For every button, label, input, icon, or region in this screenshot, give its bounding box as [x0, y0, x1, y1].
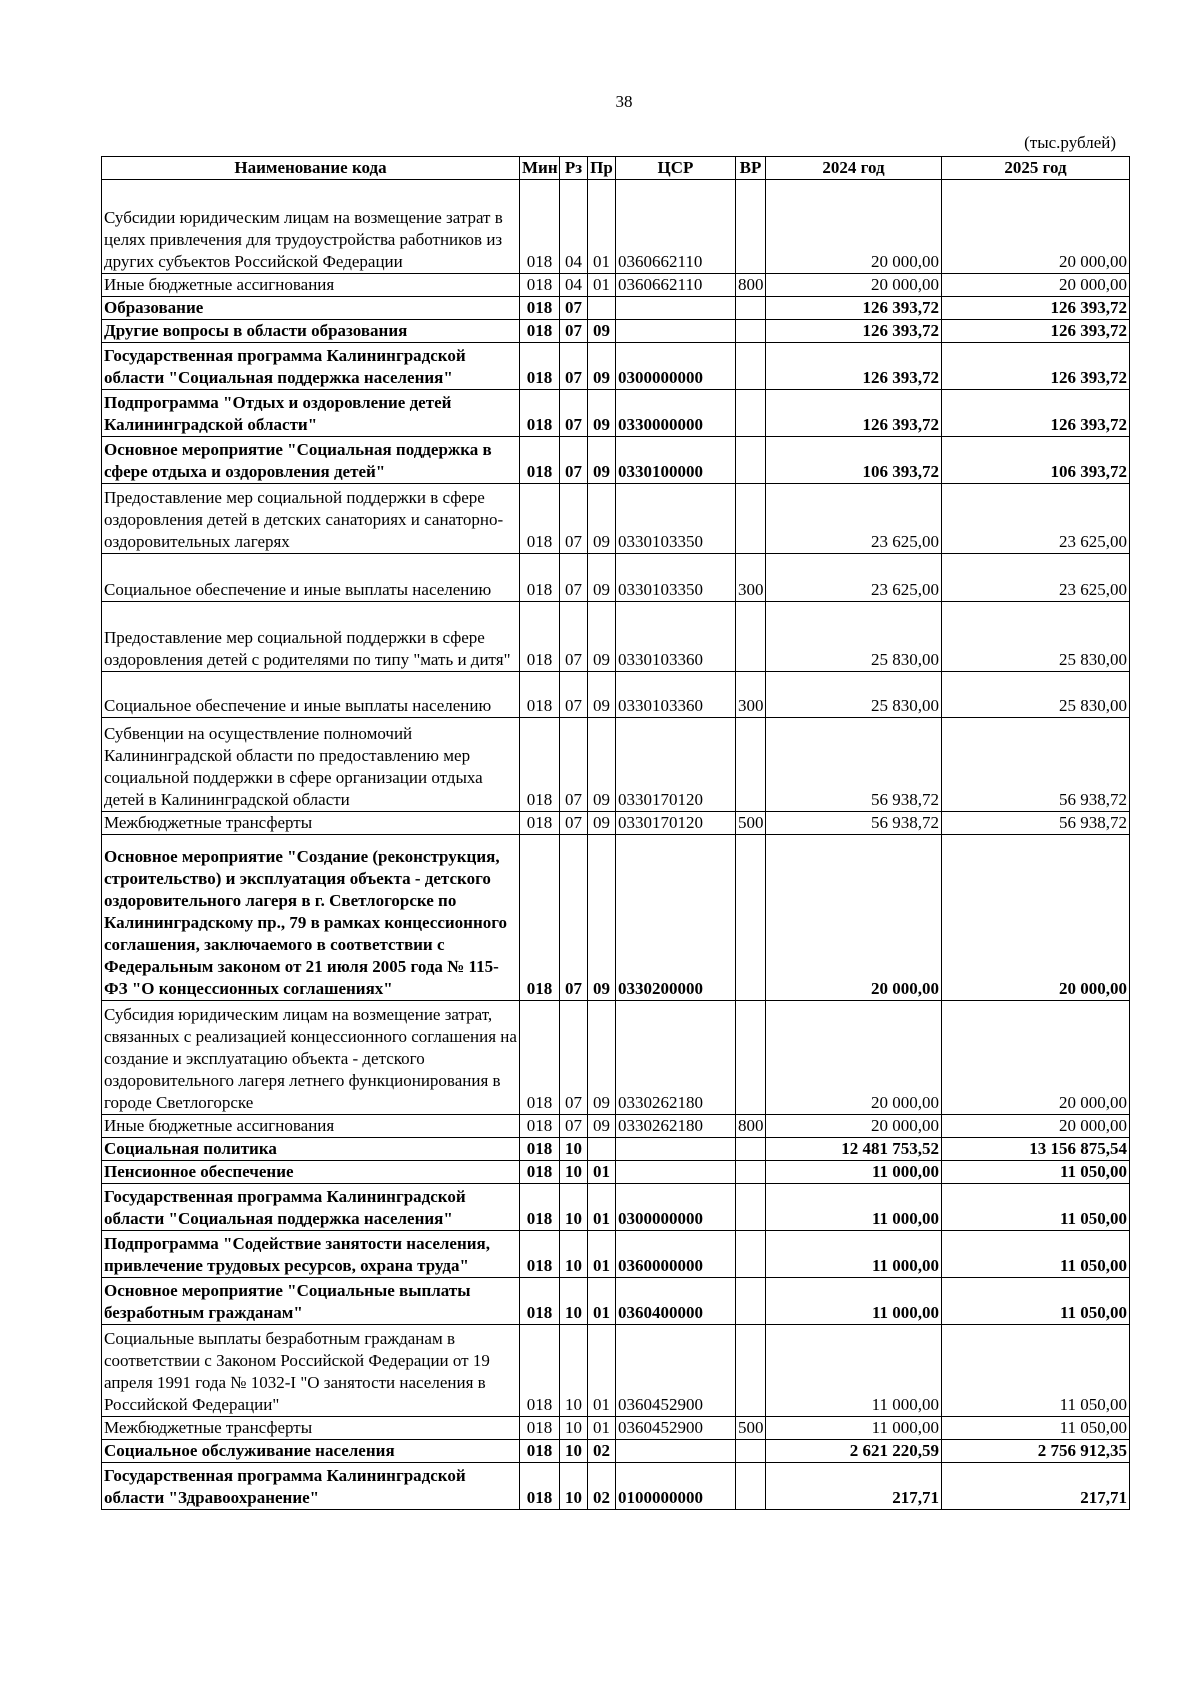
cell-min: 018 [520, 297, 560, 320]
cell-min: 018 [520, 1184, 560, 1231]
col-header-2024: 2024 год [766, 157, 942, 180]
cell-rz: 10 [560, 1417, 588, 1440]
cell-vr: 500 [736, 812, 766, 835]
cell-csr: 0360662110 [616, 180, 736, 274]
cell-min: 018 [520, 554, 560, 602]
cell-vr [736, 1325, 766, 1417]
cell-csr: 0330103360 [616, 672, 736, 718]
cell-2024: 126 393,72 [766, 343, 942, 390]
table-row [102, 602, 1130, 672]
cell-2025: 126 393,72 [942, 320, 1130, 343]
cell-name: Предоставление мер социальной поддержки в сфере оздоровления детей в детских санаториях и санаторно-оздоровительных лагерях [102, 484, 520, 554]
cell-pr: 09 [588, 484, 616, 554]
cell-vr: 800 [736, 1115, 766, 1138]
cell-name: Субвенции на осуществление полномочий Калининградской области по предоставлению мер социальной поддержки в сфере организации отдыха детей в Калининградской области [102, 718, 520, 812]
page-number: 38 [615, 92, 633, 111]
cell-vr [736, 1161, 766, 1184]
cell-rz: 07 [560, 1001, 588, 1115]
cell-rz: 07 [560, 554, 588, 602]
cell-2024: 106 393,72 [766, 437, 942, 484]
cell-vr [736, 390, 766, 437]
cell-csr [616, 297, 736, 320]
cell-2025: 25 830,00 [942, 672, 1130, 718]
cell-rz: 07 [560, 297, 588, 320]
cell-vr: 300 [736, 554, 766, 602]
cell-name: Государственная программа Калининградской области "Социальная поддержка населения" [102, 343, 520, 390]
cell-2025: 11 050,00 [942, 1231, 1130, 1278]
cell-2024: 11 000,00 [766, 1417, 942, 1440]
table-row [102, 1138, 1130, 1161]
cell-pr: 02 [588, 1440, 616, 1463]
cell-vr [736, 1463, 766, 1510]
cell-rz: 07 [560, 718, 588, 812]
cell-2025: 56 938,72 [942, 812, 1130, 835]
table-row [102, 1161, 1130, 1184]
cell-pr: 01 [588, 1231, 616, 1278]
cell-2024: 11 000,00 [766, 1184, 942, 1231]
cell-2024: 11 000,00 [766, 1231, 942, 1278]
cell-vr [736, 1184, 766, 1231]
cell-name: Основное мероприятие "Социальные выплаты безработным гражданам" [102, 1278, 520, 1325]
cell-rz: 07 [560, 835, 588, 1001]
cell-min: 018 [520, 1325, 560, 1417]
col-header-min: Мин [520, 157, 560, 180]
col-header-csr: ЦСР [616, 157, 736, 180]
cell-csr: 0330000000 [616, 390, 736, 437]
cell-2024: 20 000,00 [766, 274, 942, 297]
cell-name: Иные бюджетные ассигнования [102, 1115, 520, 1138]
cell-2024: 20 000,00 [766, 1115, 942, 1138]
cell-2024: 217,71 [766, 1463, 942, 1510]
cell-vr: 800 [736, 274, 766, 297]
cell-pr: 01 [588, 1278, 616, 1325]
cell-2025: 11 050,00 [942, 1161, 1130, 1184]
cell-name: Другие вопросы в области образования [102, 320, 520, 343]
cell-2025: 23 625,00 [942, 554, 1130, 602]
cell-min: 018 [520, 718, 560, 812]
cell-vr [736, 437, 766, 484]
cell-csr: 0360452900 [616, 1325, 736, 1417]
table-row [102, 1440, 1130, 1463]
cell-pr: 09 [588, 390, 616, 437]
cell-min: 018 [520, 343, 560, 390]
cell-min: 018 [520, 437, 560, 484]
cell-vr [736, 320, 766, 343]
table-row [102, 484, 1130, 554]
table-row [102, 320, 1130, 343]
cell-name: Субсидия юридическим лицам на возмещение затрат, связанных с реализацией концессионного соглашения на создание и эксплуатацию объекта - детского оздоровительного лагеря летнего функционирования в городе Светлогорске [102, 1001, 520, 1115]
cell-csr: 0330103360 [616, 602, 736, 672]
cell-vr [736, 835, 766, 1001]
cell-csr: 0360452900 [616, 1417, 736, 1440]
cell-rz: 10 [560, 1278, 588, 1325]
cell-min: 018 [520, 812, 560, 835]
cell-min: 018 [520, 180, 560, 274]
cell-2025: 11 050,00 [942, 1184, 1130, 1231]
cell-rz: 04 [560, 274, 588, 297]
cell-min: 018 [520, 1001, 560, 1115]
cell-vr [736, 1231, 766, 1278]
cell-min: 018 [520, 672, 560, 718]
cell-csr [616, 1440, 736, 1463]
cell-2025: 23 625,00 [942, 484, 1130, 554]
cell-name: Социальное обслуживание населения [102, 1440, 520, 1463]
cell-csr: 0330170120 [616, 812, 736, 835]
table-row [102, 1463, 1130, 1510]
cell-2025: 217,71 [942, 1463, 1130, 1510]
cell-csr: 0360662110 [616, 274, 736, 297]
cell-name: Социальные выплаты безработным гражданам в соответствии с Законом Российской Федерации от 19 апреля 1991 года № 1032-I "О занятости населения в Российской Федерации" [102, 1325, 520, 1417]
cell-2025: 20 000,00 [942, 180, 1130, 274]
cell-pr: 09 [588, 437, 616, 484]
units-label: (тыс.рублей) [1024, 133, 1116, 152]
cell-name: Субсидии юридическим лицам на возмещение затрат в целях привлечения для трудоустройства работников из других субъектов Российской Федерации [102, 180, 520, 274]
cell-2024: 12 481 753,52 [766, 1138, 942, 1161]
cell-csr: 0330103350 [616, 484, 736, 554]
cell-2025: 20 000,00 [942, 274, 1130, 297]
cell-pr: 09 [588, 320, 616, 343]
cell-rz: 07 [560, 390, 588, 437]
cell-rz: 07 [560, 672, 588, 718]
cell-name: Социальная политика [102, 1138, 520, 1161]
cell-rz: 07 [560, 484, 588, 554]
cell-vr [736, 602, 766, 672]
cell-rz: 07 [560, 1115, 588, 1138]
cell-2025: 2 756 912,35 [942, 1440, 1130, 1463]
cell-csr [616, 320, 736, 343]
cell-rz: 07 [560, 320, 588, 343]
cell-name: Межбюджетные трансферты [102, 1417, 520, 1440]
cell-csr: 0330200000 [616, 835, 736, 1001]
cell-2024: 11 000,00 [766, 1325, 942, 1417]
cell-rz: 10 [560, 1463, 588, 1510]
cell-2025: 126 393,72 [942, 297, 1130, 320]
cell-2024: 126 393,72 [766, 320, 942, 343]
cell-2025: 126 393,72 [942, 390, 1130, 437]
cell-min: 018 [520, 484, 560, 554]
table-row [102, 672, 1130, 718]
cell-vr [736, 1440, 766, 1463]
cell-min: 018 [520, 1138, 560, 1161]
cell-min: 018 [520, 602, 560, 672]
cell-rz: 07 [560, 343, 588, 390]
cell-2024: 20 000,00 [766, 180, 942, 274]
table-header-row [102, 157, 1130, 180]
cell-name: Межбюджетные трансферты [102, 812, 520, 835]
cell-vr [736, 1278, 766, 1325]
table-row [102, 390, 1130, 437]
table-row [102, 1278, 1130, 1325]
cell-2025: 56 938,72 [942, 718, 1130, 812]
cell-pr: 01 [588, 180, 616, 274]
cell-2025: 13 156 875,54 [942, 1138, 1130, 1161]
cell-pr: 09 [588, 554, 616, 602]
table-row [102, 1231, 1130, 1278]
cell-pr [588, 1138, 616, 1161]
cell-pr: 01 [588, 1161, 616, 1184]
cell-name: Государственная программа Калининградской области "Здравоохранение" [102, 1463, 520, 1510]
cell-2024: 56 938,72 [766, 812, 942, 835]
cell-2025: 20 000,00 [942, 1115, 1130, 1138]
cell-rz: 10 [560, 1138, 588, 1161]
col-header-rz: Рз [560, 157, 588, 180]
cell-rz: 10 [560, 1325, 588, 1417]
cell-2024: 11 000,00 [766, 1278, 942, 1325]
cell-pr: 01 [588, 1417, 616, 1440]
table-row [102, 180, 1130, 274]
cell-2024: 11 000,00 [766, 1161, 942, 1184]
cell-2024: 126 393,72 [766, 390, 942, 437]
cell-2025: 11 050,00 [942, 1325, 1130, 1417]
cell-vr [736, 484, 766, 554]
cell-vr: 500 [736, 1417, 766, 1440]
cell-2024: 126 393,72 [766, 297, 942, 320]
cell-rz: 10 [560, 1440, 588, 1463]
cell-rz: 07 [560, 602, 588, 672]
table-row [102, 1184, 1130, 1231]
cell-min: 018 [520, 1231, 560, 1278]
cell-vr [736, 1001, 766, 1115]
cell-vr: 300 [736, 672, 766, 718]
table-row [102, 1115, 1130, 1138]
table-row [102, 812, 1130, 835]
cell-csr: 0300000000 [616, 343, 736, 390]
cell-csr: 0360000000 [616, 1231, 736, 1278]
cell-min: 018 [520, 390, 560, 437]
cell-csr: 0360400000 [616, 1278, 736, 1325]
cell-rz: 10 [560, 1231, 588, 1278]
cell-2024: 25 830,00 [766, 672, 942, 718]
cell-pr: 09 [588, 602, 616, 672]
table-row [102, 718, 1130, 812]
cell-name: Социальное обеспечение и иные выплаты населению [102, 554, 520, 602]
table-row [102, 835, 1130, 1001]
cell-min: 018 [520, 1463, 560, 1510]
cell-name: Пенсионное обеспечение [102, 1161, 520, 1184]
budget-table [101, 156, 1130, 1510]
cell-rz: 07 [560, 812, 588, 835]
cell-pr [588, 297, 616, 320]
cell-name: Основное мероприятие "Социальная поддержка в сфере отдыха и оздоровления детей" [102, 437, 520, 484]
cell-vr [736, 343, 766, 390]
cell-csr: 0330262180 [616, 1115, 736, 1138]
cell-rz: 10 [560, 1184, 588, 1231]
cell-pr: 09 [588, 1115, 616, 1138]
cell-2025: 126 393,72 [942, 343, 1130, 390]
cell-min: 018 [520, 1440, 560, 1463]
table-row [102, 554, 1130, 602]
table-row [102, 1001, 1130, 1115]
cell-csr: 0330262180 [616, 1001, 736, 1115]
cell-csr: 0330170120 [616, 718, 736, 812]
cell-2024: 25 830,00 [766, 602, 942, 672]
cell-pr: 09 [588, 672, 616, 718]
cell-2024: 23 625,00 [766, 554, 942, 602]
cell-pr: 01 [588, 1184, 616, 1231]
cell-2025: 11 050,00 [942, 1278, 1130, 1325]
col-header-2025: 2025 год [942, 157, 1130, 180]
cell-min: 018 [520, 1161, 560, 1184]
cell-rz: 04 [560, 180, 588, 274]
cell-name: Государственная программа Калининградской области "Социальная поддержка населения" [102, 1184, 520, 1231]
col-header-name: Наименование кода [102, 157, 520, 180]
cell-csr: 0300000000 [616, 1184, 736, 1231]
cell-rz: 10 [560, 1161, 588, 1184]
cell-name: Иные бюджетные ассигнования [102, 274, 520, 297]
cell-pr: 09 [588, 835, 616, 1001]
cell-csr: 0330100000 [616, 437, 736, 484]
cell-pr: 09 [588, 343, 616, 390]
cell-pr: 02 [588, 1463, 616, 1510]
cell-2024: 23 625,00 [766, 484, 942, 554]
cell-name: Подпрограмма "Содействие занятости населения, привлечение трудовых ресурсов, охрана труда" [102, 1231, 520, 1278]
cell-2024: 2 621 220,59 [766, 1440, 942, 1463]
cell-pr: 09 [588, 812, 616, 835]
cell-2024: 56 938,72 [766, 718, 942, 812]
cell-rz: 07 [560, 437, 588, 484]
cell-vr [736, 1138, 766, 1161]
cell-vr [736, 718, 766, 812]
cell-name: Предоставление мер социальной поддержки в сфере оздоровления детей с родителями по типу "мать и дитя" [102, 602, 520, 672]
cell-name: Подпрограмма "Отдых и оздоровление детей Калининградской области" [102, 390, 520, 437]
cell-name: Основное мероприятие "Создание (реконструкция, строительство) и эксплуатация объекта - детского оздоровительного лагеря в г. Светлогорске по Калининградскому пр., 79 в рамках концессионного соглашения, заключаемого в соответствии с Федеральным законом от 21 июля 2005 года № 115-ФЗ "О концессионных соглашениях" [102, 835, 520, 1001]
cell-name: Образование [102, 297, 520, 320]
cell-csr [616, 1138, 736, 1161]
cell-vr [736, 297, 766, 320]
cell-min: 018 [520, 1115, 560, 1138]
cell-min: 018 [520, 274, 560, 297]
table-row [102, 274, 1130, 297]
cell-pr: 01 [588, 1325, 616, 1417]
cell-csr: 0100000000 [616, 1463, 736, 1510]
cell-vr [736, 180, 766, 274]
table-row [102, 297, 1130, 320]
cell-2025: 20 000,00 [942, 835, 1130, 1001]
cell-pr: 01 [588, 274, 616, 297]
cell-pr: 09 [588, 1001, 616, 1115]
cell-min: 018 [520, 1278, 560, 1325]
cell-2025: 25 830,00 [942, 602, 1130, 672]
col-header-pr: Пр [588, 157, 616, 180]
table-body [102, 180, 1130, 1510]
cell-min: 018 [520, 320, 560, 343]
cell-csr [616, 1161, 736, 1184]
cell-2025: 106 393,72 [942, 437, 1130, 484]
cell-2024: 20 000,00 [766, 835, 942, 1001]
table-row [102, 437, 1130, 484]
table-row [102, 1417, 1130, 1440]
cell-2024: 20 000,00 [766, 1001, 942, 1115]
cell-name: Социальное обеспечение и иные выплаты населению [102, 672, 520, 718]
table-row [102, 1325, 1130, 1417]
table-row [102, 343, 1130, 390]
cell-min: 018 [520, 835, 560, 1001]
cell-pr: 09 [588, 718, 616, 812]
cell-2025: 11 050,00 [942, 1417, 1130, 1440]
cell-min: 018 [520, 1417, 560, 1440]
col-header-vr: ВР [736, 157, 766, 180]
cell-csr: 0330103350 [616, 554, 736, 602]
cell-2025: 20 000,00 [942, 1001, 1130, 1115]
